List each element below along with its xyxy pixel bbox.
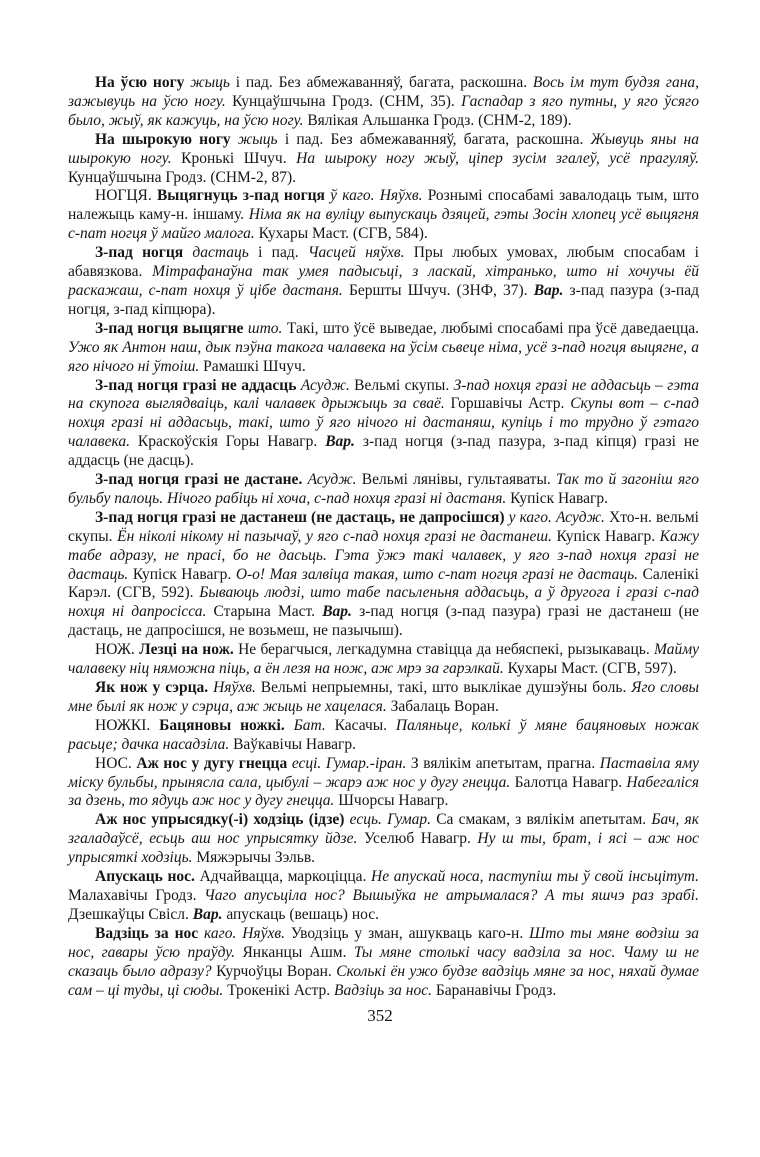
text-run: Трокенікі Астр. xyxy=(227,981,334,999)
text-run: Курчоўцы Воран. xyxy=(216,962,337,980)
text-run: Жывуць яны на шырокую ногу. xyxy=(68,130,699,167)
text-run: Бач, як згаладаўсё, есьць аш нос упрысятку йдзе. xyxy=(68,811,699,848)
text-run: Часцей няўхв. xyxy=(307,244,414,262)
text-run: На шыроку ногу жыў, ціпер зусім згалеў, усё прагуляў. xyxy=(296,149,699,167)
text-run: Апускаць нос. xyxy=(95,868,200,886)
text-run: Кажу табе адразу, не прасі, бо не дасьць. Гэта ўжэ такі чалавек, у яго з-пад нохця гразі не дастаць. xyxy=(68,527,700,583)
text-run: Купіск Навагр. xyxy=(510,489,609,507)
text-run: Аж нос у дугу гнецца xyxy=(136,754,292,772)
text-run: З-пад ногця гразі не дастане. xyxy=(95,471,308,489)
text-run: Бацяновы ножкі. xyxy=(159,716,294,734)
text-run: Вельмі лянівы, гультаяваты. xyxy=(361,471,556,489)
text-run: і пад. xyxy=(258,244,308,262)
text-run: Ён ніколі нікому ні пазычаў, у яго с-пад нохця гразі не дастанеш. xyxy=(117,527,557,545)
text-run: Паляньце, колькі ў мяне бацяновых ножак расьце; дачка насадзіла. xyxy=(68,716,700,753)
text-run: Адчайвацца, маркоціцца. xyxy=(199,868,372,886)
text-run: Мяжэрычы Зэльв. xyxy=(196,849,316,867)
text-run: Як нож у сэрца. xyxy=(95,679,214,696)
text-run: Бершты Шчуч. (ЗНФ, 37). xyxy=(348,281,534,299)
text-run: Кронькі Шчуч. xyxy=(181,149,297,167)
text-run: Набегаліся за дзень, то ядуць аж нос у дугу гнецца. xyxy=(68,773,699,810)
text-run: Купіск Навагр. xyxy=(556,527,660,545)
text-run: Што ты мяне водзіш за нос, гавары ўсю праўду. xyxy=(68,924,699,961)
text-run: жыць xyxy=(190,74,236,91)
dictionary-entry xyxy=(68,320,699,377)
text-run: Горшавічы Астр. xyxy=(450,395,571,413)
text-run: Вельмі скупы. xyxy=(354,376,454,394)
text-run: О-о! Мая залвіца такая, што с-пат ногця гразі не дастаць. xyxy=(235,565,643,583)
text-run: Ваўкавічы Навагр. xyxy=(233,735,356,753)
text-run: Касачы. xyxy=(334,716,396,734)
text-run: есць. Гумар. xyxy=(349,811,437,829)
dictionary-entry xyxy=(68,187,699,244)
text-run: Асудж. xyxy=(307,471,362,489)
text-run: з-пад ногця (з-пад пазура) гразі не дастанеш (не дастаць, не дапросішся, не возьмеш, не пазычыш). xyxy=(68,603,699,640)
text-run: Няўхв. xyxy=(213,679,261,696)
text-run: Забалаць Воран. xyxy=(390,697,499,715)
text-run: Так то й загоніш яго бульбу палоць. Нічого рабіць ні хоча, с-пад нохця гразі ні дастаня. xyxy=(68,471,699,507)
text-run: Чаго апусьціла нос? Вышыўка не атрымалася? А ты яшчэ раз зрабі. xyxy=(204,886,699,904)
text-run: Шчорсы Навагр. xyxy=(338,792,449,810)
text-run: Паставіла яму міску бульбы, прынясла сала, цыбулі – жарэ аж нос у дугу гнецца. xyxy=(68,754,700,791)
text-run: Вар. xyxy=(325,433,363,451)
text-run: Са смакам, з вялікім апетытам. xyxy=(436,811,652,829)
dictionary-entry xyxy=(68,641,699,679)
text-run: Вар. xyxy=(533,281,570,299)
text-run: Баранавічы Гродз. xyxy=(435,981,557,999)
text-run: што. xyxy=(247,319,287,337)
text-run: Кухары Маст. (СГВ, 597). xyxy=(507,660,677,678)
text-run: дастаць xyxy=(192,244,259,262)
text-run: Краскоўскія Горы Навагр. xyxy=(137,433,326,451)
text-run: апускаць (вешаць) нос. xyxy=(226,905,380,923)
dictionary-entry xyxy=(68,74,699,131)
text-run: Німа як на вуліцу выпускаць дзяцей, гэты Зосін хлопец усё выцягня с-пат ногця ў майго малога. xyxy=(68,206,700,243)
text-run: Хто-н. вельмі скупы. xyxy=(68,508,699,545)
text-run: Аж нос упрысядку(-і) ходзіць (ідзе) xyxy=(95,811,350,829)
text-run: Саленікі Карэл. (СГВ, 592). xyxy=(68,565,699,602)
text-run: На ўсю ногу xyxy=(95,74,191,91)
text-run: Балотца Навагр. xyxy=(514,773,627,791)
dictionary-entry xyxy=(68,509,699,641)
text-run: Кухары Маст. (СГВ, 584). xyxy=(258,225,428,243)
text-run: Скупы вот – с-пад нохця гразі ні аддасьць, такі, што ў яго нічого ні дастаняш, купіць і то трудно ў гэтаго чалавека. xyxy=(68,395,699,451)
text-run: З-пад ногця гразі не дастанеш (не дастаць, не дапросішся) xyxy=(95,508,509,526)
text-run: Ты мяне столькі часу вадзіла за нос. Чаму ш не сказаць было адразу? xyxy=(68,943,699,980)
text-run: Асудж. xyxy=(300,376,355,394)
dictionary-entry xyxy=(68,868,699,925)
text-run: НОЖ. xyxy=(95,641,140,659)
text-run: Рамашкі Шчуч. xyxy=(203,357,306,375)
dictionary-entry xyxy=(68,377,699,472)
text-run: Мітрафанаўна так умея падысьці, з ласкай, хітранько, што ні хочучы ёй раскажаш, с-пат нохця ў цібе дастаня. xyxy=(68,263,699,299)
text-run: Выцягнуць з-пад ногця xyxy=(156,187,331,205)
text-run: З-пад ногця выцягне xyxy=(95,319,248,337)
text-run: Вар. xyxy=(322,603,360,621)
text-run: НОГЦЯ. xyxy=(95,187,157,205)
text-run: і пад. Без абмежаванняў, багата, раскошна. xyxy=(235,74,533,91)
dictionary-entry xyxy=(68,811,699,868)
text-run: Бываюць людзі, што табе пасьленьня аддасьць, а ў другога і гразі с-пад нохця ні дапросісса. xyxy=(68,584,700,621)
text-run: Уселюб Навагр. xyxy=(363,830,478,848)
text-run: Вось ім тут будзя гана, зажывуць на ўсю ногу. xyxy=(68,74,700,110)
text-run: з-пад пазура (з-пад ногця, з-пад кіпцюра). xyxy=(68,281,699,318)
dictionary-entry xyxy=(68,679,699,717)
text-run: Ну ш ты, брат, і ясі – аж нос упрысяткі ходзіць. xyxy=(68,830,700,867)
page-number: 352 xyxy=(367,1006,393,1025)
text-run: Пры любых умовах, любым спосабам і абавязкова. xyxy=(68,244,699,281)
text-run: Не берагчыся, легкадумна ставіцца да небяспекі, рызыкаваць. xyxy=(238,641,655,659)
text-run: з-пад ногця (з-пад пазура, з-пад кіпця) гразі не аддасць (не дасць). xyxy=(68,433,700,470)
text-block xyxy=(68,74,699,1000)
text-run: НОЖКІ. xyxy=(95,716,160,734)
text-run: Яго словы мне былі як нож у сэрца, аж жыць не хацелася. xyxy=(68,679,699,715)
text-run: Кунцаўшчына Гродз. (СНМ, 35). xyxy=(232,92,462,110)
text-run: ў каго. Няўхв. xyxy=(330,187,428,205)
text-run: З-пад нохця гразі не аддасьць – гэта на скупога выглядваіць, калі чалавек дрыжыць за сваё. xyxy=(68,376,699,413)
text-run: На шырокую ногу xyxy=(95,130,238,148)
dictionary-entry xyxy=(68,244,699,320)
text-run: З-пад ногця гразі не аддасць xyxy=(95,376,301,394)
text-run: Янканцы Ашм. xyxy=(242,943,354,961)
text-run: Дзешкаўцы Свісл. xyxy=(68,905,193,923)
text-run: каго. Няўхв. xyxy=(204,924,291,942)
text-run: НОС. xyxy=(95,754,137,772)
text-run: Вар. xyxy=(192,905,227,923)
text-run: Вадзіць за нос xyxy=(95,924,205,942)
text-run: Вялікая Альшанка Гродз. (СНМ-2, 189). xyxy=(307,111,572,129)
text-run: Майму чалавеку ніц няможна піць, а ён лезя на нож, аж мрэ за гарэлкай. xyxy=(68,641,700,678)
text-run: Купіск Навагр. xyxy=(132,565,236,583)
text-run: Бат. xyxy=(293,716,335,734)
text-run: Рознымі спосабамі завалодаць тым, што належыць каму-н. іншаму. xyxy=(68,187,699,224)
text-run: Не апускай носа, паступіш ты ў свой інсьцітут. xyxy=(371,868,699,886)
text-run: Вельмі непрыемны, такі, што выклікае душэўны боль. xyxy=(260,679,632,696)
text-run: і пад. Без абмежаванняў, багата, раскошна. xyxy=(284,130,591,148)
text-run: Ужо як Антон наш, дык пэўна такога чалавека на ўсім сьвеце німа, усё з-пад ногця выцягне, а яго нічого ні ўтоіш. xyxy=(68,338,699,375)
text-run: жыць xyxy=(237,130,285,148)
dictionary-entry xyxy=(68,925,699,1001)
text-run: Малахавічы Гродз. xyxy=(68,886,205,904)
dictionary-entry xyxy=(68,131,699,188)
text-run: Такі, што ўсё выведае, любымі спосабамі пра ўсё даведаецца. xyxy=(286,319,699,337)
dictionary-entry xyxy=(68,755,699,812)
text-run: Уводзіць у зман, ашукваць каго-н. xyxy=(290,924,530,942)
text-run: Кунцаўшчына Гродз. (СНМ-2, 87). xyxy=(68,168,296,186)
text-run: Гаспадар з яго путны, у яго ўсяго было, жыў, як кажуць, на ўсю ногу. xyxy=(68,92,699,129)
text-run: у каго. Асудж. xyxy=(508,508,610,526)
text-run: Лезці на нож. xyxy=(139,641,239,659)
text-run: Вадзіць за нос. xyxy=(334,981,436,999)
text-run: Старына Маст. xyxy=(213,603,323,621)
dictionary-entry xyxy=(68,717,699,755)
text-run: З-пад ногця xyxy=(95,244,193,262)
text-run: Сколькі ён ужо будзе вадзіць мяне за нос, няхай думае сам – ці туды, ці сюды. xyxy=(68,962,699,999)
text-run: З вялікім апетытам, прагна. xyxy=(410,754,600,772)
text-run: есці. Гумар.-іран. xyxy=(291,754,411,772)
dictionary-entry xyxy=(68,471,699,509)
